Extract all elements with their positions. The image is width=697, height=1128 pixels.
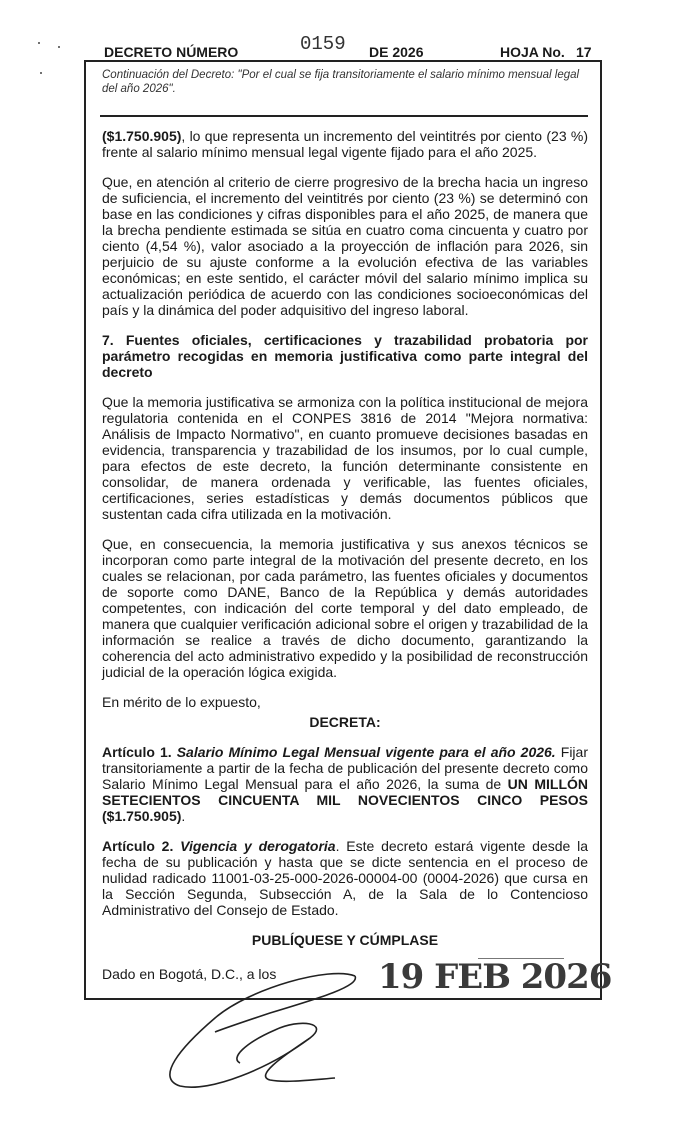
paragraph-2: Que, en atención al criterio de cierre progresivo de la brecha hacia un ingreso de suficiencia, el incremento del veintitrés por ciento (23 %) se determinó con base en las condiciones y cifras disponibles para el año 2025, de manera que la brecha pendiente estimada se sitúa en cuatro coma cincuenta y cuatro por ciento (4,54 %), valor asociado a la proyección de inflación para 2026, sin perjuicio de su ajuste conforme a la evolución efectiva de las variables económicas; en este sentido, el carácter móvil del salario mínimo implica su actualización periódica de acuerdo con las condiciones socioeconómicas del país y la dinámica del poder adquisitivo del ingreso laboral. — [102, 174, 588, 318]
paragraph-4: Que, en consecuencia, la memoria justificativa y sus anexos técnicos se incorporan como parte integral de la motivación del presente decreto, en los cuales se relacionan, por cada parámetro, las fuentes oficiales y documentos de soporte como DANE, Banco de la República y demás autoridades competentes, con indicación del corte temporal y del dato empleado, de manera que cualquier verificación adicional sobre el origen y trazabilidad de la información se realice a través de dicho documento, garantizando la coherencia del acto administrativo expedido y la posibilidad de reconstrucción judicial de la operación lógica exigida. — [102, 536, 588, 680]
continuation-subtitle: Continuación del Decreto: "Por el cual se fija transitoriamente el salario mínimo mensual legal del año 2026". — [102, 69, 580, 95]
page-number: 17 — [576, 44, 592, 60]
article-1-text: Fijar transitoriamente a partir de la fecha de publicación del presente decreto como Salario Mínimo Legal Mensual para el año 2026, la suma de — [102, 744, 588, 792]
paragraph-3: Que la memoria justificativa se armoniza con la política institucional de mejora regulatoria contenida en el CONPES 3816 de 2014 "Mejora normativa: Análisis de Impacto Normativo", en cuanto promueve decisiones basadas en evidencia, transparencia y trazabilidad de los insumos, por lo cual cumple, para efectos de este decreto, la función determinante consistente en consolidar, de manera ordenada y verificable, las fuentes oficiales, certificaciones, series estadísticas y demás documentos públicos que sustentan cada cifra utilizada en la motivación. — [102, 394, 588, 522]
date-stamp: 19 FEB 2026 — [378, 957, 612, 997]
decree-number: 0159 — [300, 33, 346, 55]
paragraph-1-text: , lo que representa un incremento del veintitrés por ciento (23 %) frente al salario mínimo mensual legal vigente fijado para el año 2025. — [102, 128, 588, 160]
article-2 — [102, 838, 588, 918]
article-1 — [102, 744, 588, 824]
decreta-heading: DECRETA: — [309, 714, 381, 730]
dado-text: Dado en Bogotá, D.C., a los — [102, 966, 277, 982]
scan-speck — [38, 42, 40, 44]
divider — [100, 115, 588, 117]
article-1-title: Salario Mínimo Legal Mensual vigente para el año 2026. — [176, 744, 556, 760]
article-1-amount: UN MILLÓN SETECIENTOS CINCUENTA MIL NOVECIENTOS CINCO PESOS ($1.750.905) — [102, 776, 589, 824]
article-1-end: . — [181, 808, 186, 824]
publiquese-heading: PUBLÍQUESE Y CÚMPLASE — [251, 932, 439, 948]
decree-body — [102, 128, 612, 1128]
merito-text: En mérito de lo expuesto, — [102, 694, 261, 710]
section-7-heading: 7. Fuentes oficiales, certificaciones y trazabilidad probatoria por parámetro recogidas en memoria justificativa como parte integral del decreto — [102, 332, 588, 380]
article-2-text: . Este decreto estará vigente desde la fecha de su publicación y hasta que se dicte sentencia en el proceso de nulidad radicado 11001-03-25-000-2026-00004-00 (0004-2026) que cursa en la Sección Segunda, Subsección A, de la Sala de lo Contencioso Administrativo del Consejo de Estado. — [102, 838, 588, 918]
paragraph-1 — [102, 128, 588, 160]
article-2-label: Artículo 2. — [102, 838, 174, 854]
article-1-label: Artículo 1. — [102, 744, 172, 760]
scan-speck — [58, 46, 60, 48]
year-label: DE 2026 — [369, 44, 424, 60]
scan-speck — [40, 72, 42, 74]
amount: ($1.750.905) — [102, 128, 182, 144]
page-label: HOJA No. — [500, 44, 565, 60]
signature — [160, 968, 370, 1098]
article-2-title: Vigencia y derogatoria — [180, 838, 336, 854]
decree-label: DECRETO NÚMERO — [104, 44, 239, 60]
